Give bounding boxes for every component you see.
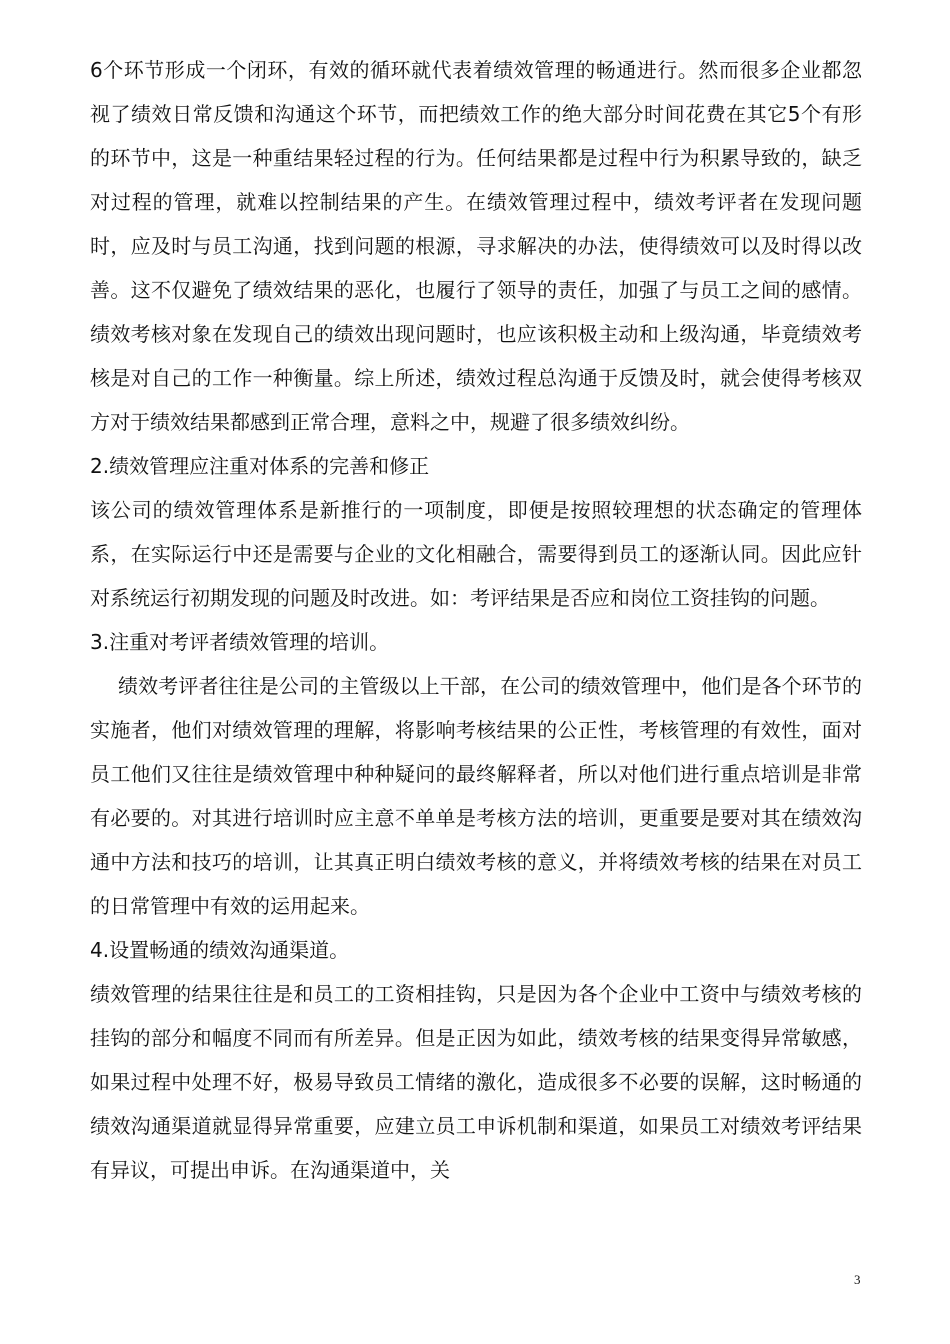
section-heading-evaluator-training: 3.注重对考评者绩效管理的培训。 <box>90 630 390 654</box>
paragraph-feedback-communication: 6个环节形成一个闭环，有效的循环就代表着绩效管理的畅通进行。然而很多企业都忽视了绩效日常反馈和沟通这个环节，而把绩效工作的绝大部分时间花费在其它5个有形的环节中，这是一种重结果轻过程的行为。任何结果都是过程中行为积累导致的，缺乏对过程的管理，就难以控制结果的产生。在绩效管理过程中，绩效考评者在发现问题时，应及时与员工沟通，找到问题的根源，寻求解决的办法，使得绩效可以及时得以改善。这不仅避免了绩效结果的恶化，也履行了领导的责任，加强了与员工之间的感情。绩效考核对象在发现自己的绩效出现问题时，也应该积极主动和上级沟通，毕竟绩效考核是对自己的工作一种衡量。综上所述，绩效过程总沟通于反馈及时，就会使得考核双方对于绩效结果都感到正常合理，意料之中，规避了很多绩效纠纷。 <box>90 58 862 434</box>
section-heading-system-improvement: 2.绩效管理应注重对体系的完善和修正 <box>90 454 430 478</box>
document-body <box>90 48 862 1192</box>
page-number: 3 <box>854 1272 861 1287</box>
section-heading-communication-channel: 4.设置畅通的绩效沟通渠道。 <box>90 938 350 962</box>
paragraph-system-improvement: 该公司的绩效管理体系是新推行的一项制度，即便是按照较理想的状态确定的管理体系，在实际运行中还是需要与企业的文化相融合，需要得到员工的逐渐认同。因此应针对系统运行初期发现的问题及时改进。如：考评结果是否应和岗位工资挂钩的问题。 <box>90 498 862 610</box>
paragraph-communication-channel: 绩效管理的结果往往是和员工的工资相挂钩，只是因为各个企业中工资中与绩效考核的挂钩的部分和幅度不同而有所差异。但是正因为如此，绩效考核的结果变得异常敏感，如果过程中处理不好，极易导致员工情绪的激化，造成很多不必要的误解，这时畅通的绩效沟通渠道就显得异常重要，应建立员工申诉机制和渠道，如果员工对绩效考评结果有异议，可提出申诉。在沟通渠道中，关 <box>90 982 862 1182</box>
paragraph-evaluator-training: 绩效考评者往往是公司的主管级以上干部，在公司的绩效管理中，他们是各个环节的实施者，他们对绩效管理的理解，将影响考核结果的公正性，考核管理的有效性，面对员工他们又往往是绩效管理中种种疑问的最终解释者，所以对他们进行重点培训是非常有必要的。对其进行培训时应主意不单单是考核方法的培训，更重要是要对其在绩效沟通中方法和技巧的培训，让其真正明白绩效考核的意义，并将绩效考核的结果在对员工的日常管理中有效的运用起来。 <box>90 674 862 918</box>
